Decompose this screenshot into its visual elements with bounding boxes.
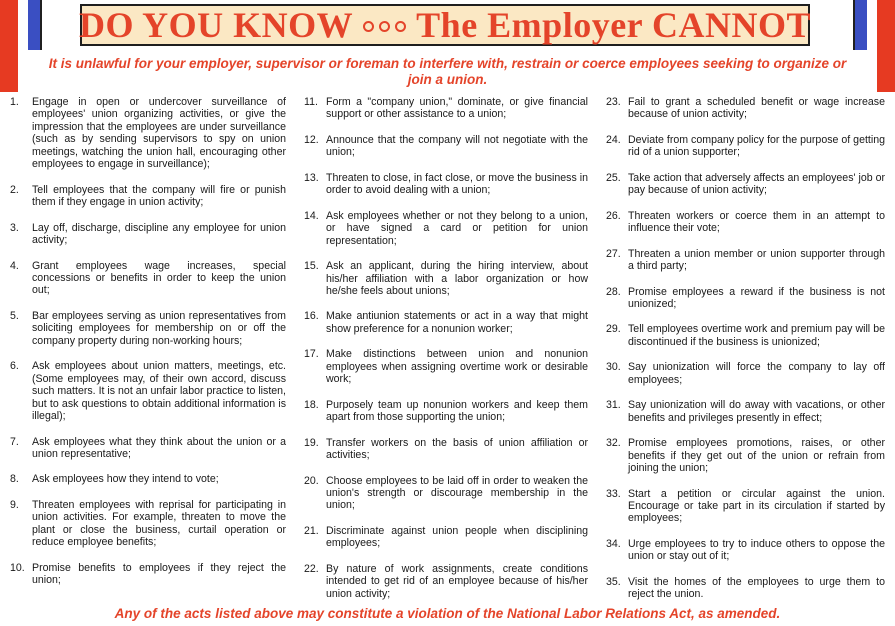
column-3 xyxy=(606,96,885,601)
list-item xyxy=(10,184,286,209)
right-stripe-outline xyxy=(853,0,867,50)
item-text: Make distinctions between union and nonunion employees when assigning overtime work or desirable work; xyxy=(326,348,588,386)
list-item xyxy=(606,286,885,311)
item-text: Promise benefits to employees if they reject the union; xyxy=(32,561,286,587)
item-text: Ask employees whether or not they belong to a union, or have signed a card or petition for union representation; xyxy=(326,209,588,247)
item-number: 13. xyxy=(304,171,319,184)
item-text: Choose employees to be laid off in order to weaken the union's strength or discourage membership in the union; xyxy=(326,474,588,512)
list-item xyxy=(10,310,286,347)
item-number: 24. xyxy=(606,133,621,146)
item-text: Tell employees that the company will fire or punish them if they engage in union activity; xyxy=(32,183,286,209)
list-item xyxy=(606,576,885,601)
subtitle: It is unlawful for your employer, supervisor or foreman to interfere with, restrain or coerce employees seeking to organize or join a union. xyxy=(48,56,847,87)
list-item xyxy=(606,361,885,386)
item-number: 31. xyxy=(606,399,621,412)
dot-icon xyxy=(379,21,390,32)
list-item xyxy=(606,210,885,235)
item-number: 28. xyxy=(606,285,621,298)
item-text: Transfer workers on the basis of union affiliation or activities; xyxy=(326,436,588,462)
dot-icon xyxy=(363,21,374,32)
item-number: 12. xyxy=(304,133,319,146)
list-item xyxy=(10,222,286,247)
column-2 xyxy=(304,96,588,600)
item-text: Threaten workers or coerce them in an attempt to influence their vote; xyxy=(628,209,885,235)
item-text: Threaten employees with reprisal for participating in union activities. For example, threaten to move the plant or close the business, curtail operation or reduce employee benefits; xyxy=(32,498,286,549)
list-item xyxy=(304,210,588,247)
item-text: Take action that adversely affects an employees' job or pay because of union activity; xyxy=(628,171,885,197)
list-item xyxy=(304,348,588,385)
list-item xyxy=(304,310,588,335)
list-item xyxy=(10,96,286,171)
item-number: 20. xyxy=(304,474,319,487)
item-text: Grant employees wage increases, special concessions or benefits in order to keep the union out; xyxy=(32,259,286,297)
item-text: Threaten a union member or union supporter through a third party; xyxy=(628,247,885,273)
item-number: 10. xyxy=(10,561,25,574)
list-item xyxy=(606,488,885,525)
title-right: The Employer CANNOT xyxy=(416,5,812,45)
item-text: Announce that the company will not negotiate with the union; xyxy=(326,133,588,159)
list-item xyxy=(304,399,588,424)
item-number: 7. xyxy=(10,435,19,448)
item-number: 18. xyxy=(304,398,319,411)
list-item xyxy=(304,525,588,550)
item-number: 11. xyxy=(304,96,318,108)
item-text: Say unionization will force the company to lay off employees; xyxy=(628,361,885,386)
item-number: 14. xyxy=(304,209,319,222)
item-text: Tell employees overtime work and premium pay will be discontinued if the business is unionized; xyxy=(628,323,885,348)
prohibited-acts-list xyxy=(10,96,885,601)
item-text: Deviate from company policy for the purpose of getting rid of a union supporter; xyxy=(628,133,885,159)
page-title xyxy=(79,4,811,46)
title-left: DO YOU KNOW xyxy=(78,5,354,45)
left-stripe-outline xyxy=(28,0,42,50)
list-item xyxy=(304,172,588,197)
item-text: Ask an applicant, during the hiring interview, about his/her affiliation with a labor organization or how he/she feels about unions; xyxy=(326,260,588,297)
right-red-stripe xyxy=(877,0,895,92)
item-text: Discriminate against union people when disciplining employees; xyxy=(326,524,588,550)
title-banner xyxy=(80,4,810,46)
item-number: 19. xyxy=(304,436,319,449)
list-item xyxy=(10,499,286,549)
item-number: 8. xyxy=(10,473,19,486)
list-item xyxy=(10,260,286,297)
list-item xyxy=(606,248,885,273)
item-text: By nature of work assignments, create conditions intended to get rid of an employee because of his/her union activity; xyxy=(326,562,588,600)
list-item xyxy=(304,96,588,121)
item-text: Form a "company union," dominate, or give financial support or other assistance to a union; xyxy=(326,96,588,121)
item-number: 22. xyxy=(304,562,319,575)
list-item xyxy=(304,260,588,297)
list-item xyxy=(304,134,588,159)
item-number: 5. xyxy=(10,309,19,322)
dot-icon xyxy=(395,21,406,32)
item-number: 33. xyxy=(606,487,621,500)
item-number: 15. xyxy=(304,260,319,273)
item-text: Promise employees promotions, raises, or other benefits if they get out of the union or refrain from joining the union; xyxy=(628,437,885,475)
item-number: 3. xyxy=(10,221,19,234)
item-text: Ask employees what they think about the union or a union representative; xyxy=(32,435,286,460)
list-item xyxy=(606,323,885,348)
item-number: 1. xyxy=(10,96,19,108)
column-1 xyxy=(10,96,286,596)
list-item xyxy=(606,399,885,424)
item-number: 32. xyxy=(606,437,621,450)
item-number: 27. xyxy=(606,247,621,260)
item-number: 25. xyxy=(606,171,621,184)
list-item xyxy=(10,562,286,587)
item-number: 35. xyxy=(606,575,621,588)
item-text: Engage in open or undercover surveillance of employees' union organizing activities, or give the impression that the employees are under surveillance (such as by sending supervisors to spy on union meetings, watching the union hall, encouraging other employees to engage in surveillance); xyxy=(32,96,286,171)
list-item xyxy=(606,96,885,121)
list-item xyxy=(606,134,885,159)
list-item xyxy=(304,475,588,512)
item-text: Ask employees how they intend to vote; xyxy=(32,473,219,486)
list-item xyxy=(606,538,885,563)
item-text: Bar employees serving as union representatives from soliciting employees for membership on or off the company property during non-working hours; xyxy=(32,309,286,347)
item-number: 17. xyxy=(304,348,319,361)
list-item xyxy=(606,172,885,197)
footer-note: Any of the acts listed above may constitute a violation of the National Labor Relations Act, as amended. xyxy=(114,606,781,621)
item-text: Fail to grant a scheduled benefit or wage increase because of union activity; xyxy=(628,96,885,121)
item-text: Purposely team up nonunion workers and keep them apart from those supporting the union; xyxy=(326,398,588,424)
list-item xyxy=(10,473,286,485)
item-number: 26. xyxy=(606,209,621,222)
list-item xyxy=(304,563,588,600)
item-number: 23. xyxy=(606,96,621,108)
item-number: 4. xyxy=(10,259,19,272)
list-item xyxy=(304,437,588,462)
item-number: 29. xyxy=(606,323,621,336)
item-number: 21. xyxy=(304,524,319,537)
item-text: Make antiunion statements or act in a way that might show preference for a nonunion worker; xyxy=(326,310,588,335)
item-number: 9. xyxy=(10,498,19,511)
list-item xyxy=(10,436,286,461)
item-text: Visit the homes of the employees to urge them to reject the union. xyxy=(628,575,885,601)
item-number: 16. xyxy=(304,310,319,323)
list-item xyxy=(606,437,885,474)
item-text: Urge employees to try to induce others to oppose the union or stay out of it; xyxy=(628,537,885,563)
item-text: Threaten to close, in fact close, or move the business in order to avoid dealing with a union; xyxy=(326,171,588,197)
item-text: Ask employees about union matters, meetings, etc. (Some employees may, of their own accord, discuss such matters. It is not an unfair labor practice to listen, but to ask questions to obtain additional information is illegal); xyxy=(32,360,286,423)
item-number: 2. xyxy=(10,183,19,196)
title-dots xyxy=(363,21,406,32)
item-number: 34. xyxy=(606,537,621,550)
list-item xyxy=(10,360,286,422)
item-text: Say unionization will do away with vacations, or other benefits and privileges presently in effect; xyxy=(628,399,885,424)
item-number: 6. xyxy=(10,360,19,373)
item-number: 30. xyxy=(606,361,621,374)
item-text: Start a petition or circular against the union. Encourage or take part in its circulation if started by employees; xyxy=(628,487,885,525)
left-red-stripe xyxy=(0,0,18,92)
item-text: Lay off, discharge, discipline any employee for union activity; xyxy=(32,221,286,247)
item-text: Promise employees a reward if the business is not unionized; xyxy=(628,285,885,310)
